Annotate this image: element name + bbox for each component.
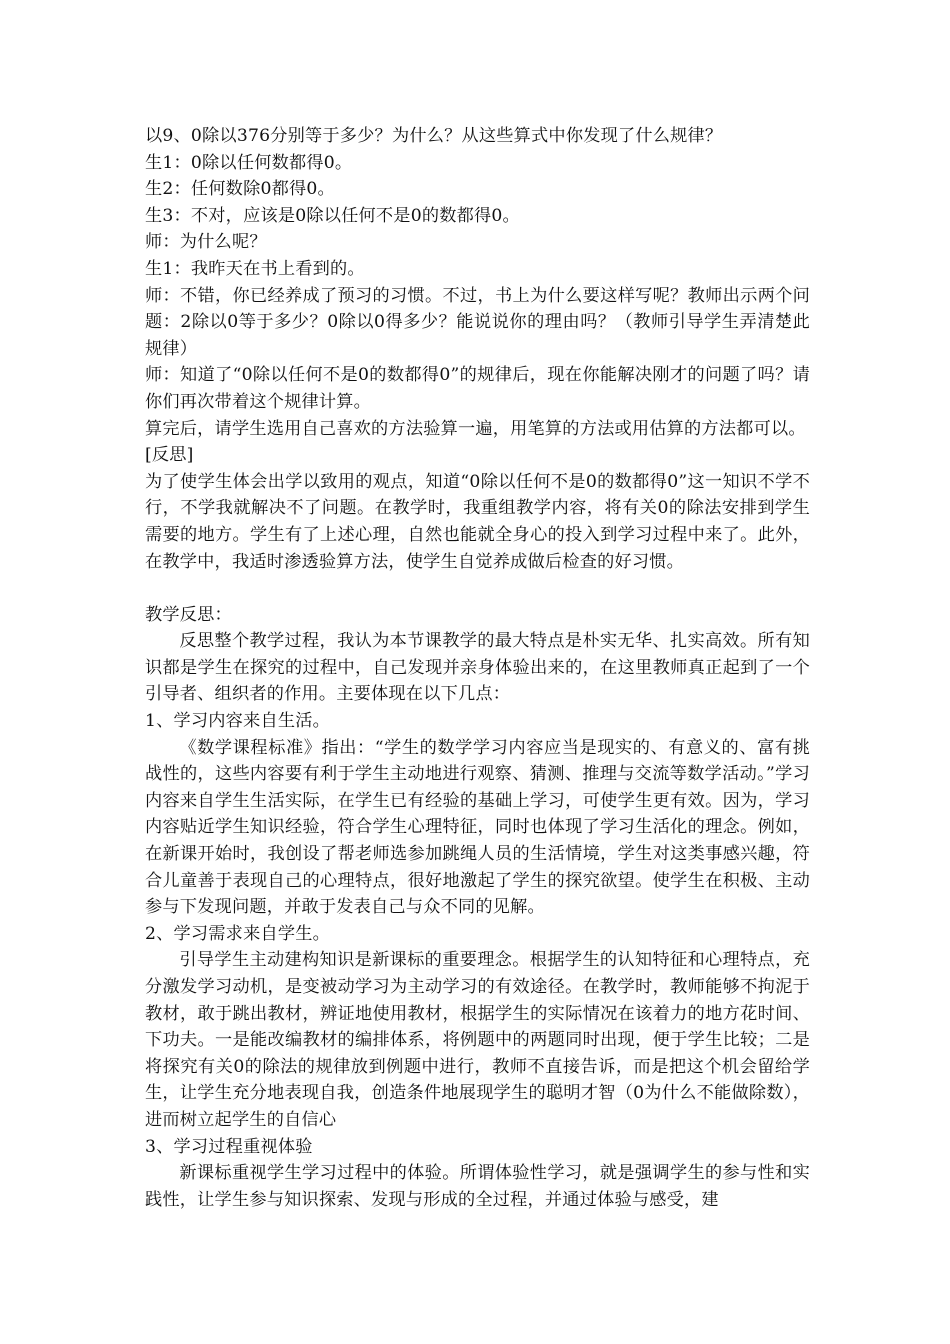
list-heading: 1、学习内容来自生活。: [145, 711, 331, 732]
paragraph: 以9、0除以376分别等于多少？为什么？从这些算式中你发现了什么规律？: [145, 126, 723, 146]
paragraph: 反思整个教学过程，我认为本节课教学的最大特点是朴实无华、扎实高效。所有知识都是学生在探究的过程中，自己发现并亲身体验出来的，在这里教师真正起到了一个引导者、组织者的作用。主要体现在以下几点：: [145, 631, 810, 705]
list-heading: 3、学习过程重视体验: [145, 1136, 313, 1157]
paragraph: 引导学生主动建构知识是新课标的重要理念。根据学生的认知特征和心理特点，充分激发学习动机，是变被动学习为主动学习的有效途径。在教学时，教师能够不拘泥于教材，敢于跳出教材，辨证地使用教材，根据学生的实际情况在该着力的地方花时间、下功夫。一是能改编教材的编排体系，将例题中的两题同时出现，便于学生比较；二是将探究有关0的除法的规律放到例题中进行，教师不直接告诉，而是把这个机会留给学生，让学生充分地表现自我，创造条件地展现学生的聪明才智（0为什么不能做除数），进而树立起学生的自信心: [145, 950, 810, 1130]
section-label-reflection: [反思]: [145, 445, 194, 466]
paragraph: 师：不错，你已经养成了预习的习惯。不过，书上为什么要这样写呢？教师出示两个问题：2除以0等于多少？0除以0得多少？能说说你的理由吗？（教师引导学生弄清楚此规律）: [145, 285, 810, 359]
paragraph: 生1：我昨天在书上看到的。: [145, 258, 365, 279]
paragraph: 算完后，请学生选用自己喜欢的方法验算一遍，用笔算的方法或用估算的方法都可以。: [145, 418, 806, 439]
blank-line: [145, 575, 810, 602]
paragraph: 师：为什么呢？: [145, 232, 267, 253]
paragraph: 《数学课程标准》指出：“学生的数学学习内容应当是现实的、有意义的、富有挑战性的，这些内容要有利于学生主动地进行观察、猜测、推理与交流等数学活动。”学习内容来自学生生活实际，在学生已有经验的基础上学习，可使学生更有效。因为，学习内容贴近学生知识经验，符合学生心理特征，同时也体现了学习生活化的理念。例如，在新课开始时，我创设了帮老师选参加跳绳人员的生活情境，学生对这类事感兴趣，符合儿童善于表现自己的心理特点，很好地激起了学生的探究欲望。使学生在积极、主动参与下发现问题，并敢于发表自己与众不同的见解。: [145, 737, 810, 918]
list-heading: 2、学习需求来自学生。: [145, 923, 331, 944]
paragraph: 新课标重视学生学习过程中的体验。所谓体验性学习，就是强调学生的参与性和实践性，让学生参与知识探索、发现与形成的全过程，并通过体验与感受，建: [145, 1163, 810, 1210]
paragraph: 为了使学生体会出学以致用的观点，知道“0除以任何不是0的数都得0”这一知识不学不行，不学我就解决不了问题。在教学时，我重组教学内容，将有关0的除法安排到学生需要的地方。学生有了上述心理，自然也能就全身心的投入到学习过程中来了。此外，在教学中，我适时渗透验算方法，使学生自觉养成做后检查的好习惯。: [145, 471, 810, 572]
paragraph: 师：知道了“0除以任何不是0的数都得0”的规律后，现在你能解决刚才的问题了吗？请你们再次带着这个规律计算。: [145, 365, 810, 412]
paragraph: 生3：不对，应该是0除以任何不是0的数都得0。: [145, 205, 520, 226]
section-heading: 教学反思：: [145, 604, 232, 625]
paragraph: 生2：任何数除0都得0。: [145, 179, 335, 200]
paragraph: 生1：0除以任何数都得0。: [145, 152, 353, 173]
document-body: [145, 123, 810, 1213]
